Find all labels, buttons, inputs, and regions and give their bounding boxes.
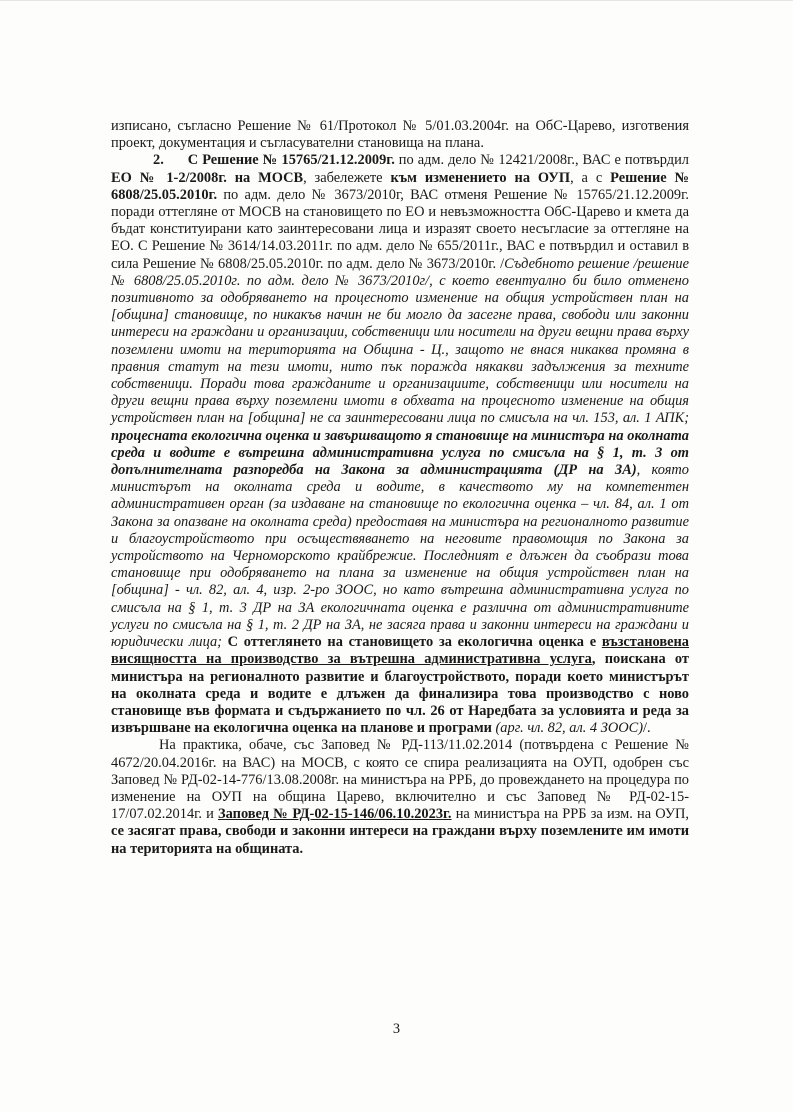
scan-edge [0, 0, 793, 1]
decision-reference: С Решение № 15765/21.12.2009г. [187, 152, 395, 169]
order-reference: Заповед № РД-02-15-146/06.10.2023г. [218, 806, 452, 823]
text-segment: На практика, обаче, със Заповед № РД-113/11.02.2014 (потвърдена с Решение № 4672/20.04.2016г. на ВАС) на МОСВ, с която се спира реализацията на ОУП, одобрен със Заповед № РД-02-14-776/13.08.2008г. на министъра на РРБ, до провеждането на процедура по изменение на ОУП на община Царево, включително и със Заповед № РД-02-15-17/07.02.2014г. и [111, 737, 689, 823]
text-segment: , а с [570, 169, 611, 186]
decision-reference: Решение № 6808/25.05.2010г. [111, 169, 689, 203]
emphasis-text: се засягат права, свободи и законни интереси на граждани върху поземлените им имоти на територията на общината. [111, 823, 689, 857]
paragraph-number: 2. [153, 152, 164, 169]
paragraph-2 [111, 152, 689, 737]
eo-reference: ЕО № 1-2/2008г. на МОСВ [111, 169, 304, 186]
court-quote-emphasis: процесната екологична оценка и завършващото я становище на министъра на околната среда и водите е вътрешна административна услуга по смисъла на § 1, т. 3 от допълнителната разпоредба на Закона за администрацията (ДР на ЗА) [111, 427, 689, 479]
text-segment: по адм. дело № 3673/2010г, ВАС отменя Решение № 15765/21.12.2009г. поради оттегляне от МОСВ на становището по ЕО и невъзможността ОбС-Царево и кмета да бъдат конституирани като заинтересовани лица и изразят своето несъгласие за оттегляне на ЕО. С Решение № 3614/14.03.2011г. по адм. дело № 655/2011г., ВАС е потвърдил и оставил в сила Решение № 6808/25.05.2010г. по адм. дело № 3673/2010г. / [111, 186, 689, 272]
underlined-emphasis: възстановена висящността на производство за вътрешна административна услуга [111, 634, 689, 668]
text-segment: /. [643, 720, 651, 737]
emphasis-text: С оттеглянето на становището за екологична оценка е [221, 634, 602, 651]
text-segment: , забележете [303, 169, 391, 186]
oup-reference: към изменението на ОУП [390, 169, 571, 186]
paragraph-1-text: изписано, съгласно Решение № 61/Протокол № 5/01.03.2004г. на ОбС-Царево, изготвения проект, документация и съгласувателни становища на плана. [111, 118, 689, 152]
text-segment: на министъра на РРБ за изм. на ОУП, [451, 806, 690, 823]
page-number: 3 [392, 1021, 401, 1037]
emphasis-text: , поискана от министъра на регионалното развитие и благоустройството, поради което министърът на околната среда и водите е длъжен да финализира това производство с ново становище във формата и съдържанието по чл. 26 от Наредбата за условията и реда за извършване на екологична оценка на планове и програми [111, 651, 689, 737]
paragraph-1 [111, 118, 689, 152]
text-segment: по адм. дело № 12421/2008г., ВАС е потвърдил [394, 152, 689, 169]
court-quote: , която министърът на околната среда и водите, в качеството му на компетентен административен орган (за издаване на становище по екологична оценка – чл. 84, ал. 1 от Закона за опазване на околната среда) предоставя на министъра на регионалното развитие и благоустройството при осъществяването на неговите правомощия по Закона за устройството на Черноморското крайбрежие. Последният е длъжен да съобрази това становище при одобряването на плана за изменение на общия устройствен план на [община] - чл. 82, ал. 4, изр. 2-ро ЗООС, но като вътрешна административна услуга по смисъла на § 1, т. 3 ДР на ЗА екологичната оценка е различна от административните услуги по смисъла на § 1, т. 2 ДР на ЗА, не засяга права и законни интереси на граждани и юридически лица; [111, 462, 689, 651]
paragraph-3 [111, 737, 689, 857]
court-quote: Съдебното решение /решение № 6808/25.05.2010г. по адм. дело № 3673/2010г/, с което евентуално би било отменено позитивното за одобряването на процесното изменение на общия устройствен план на [община] становище, по никакъв начин не би могло да засегне права, свободи или законни интереси на граждани и организации, собственици или носители на други вещни права върху поземлени имоти на територията на Община - Ц., защото не внася никаква промяна в правния статут на тези имоти, нито пък поражда някакви задължения за техните собственици. Поради това гражданите и организациите, собственици или носители на други вещни права върху поземлени имоти в обхвата на процесното изменение на общия устройствен план на [община] не са заинтересовани лица по смисъла на чл. 153, ал. 1 АПК; [111, 255, 690, 427]
legal-citation: (арг. чл. 82, ал. 4 ЗООС) [491, 720, 644, 737]
document-body [111, 118, 689, 858]
